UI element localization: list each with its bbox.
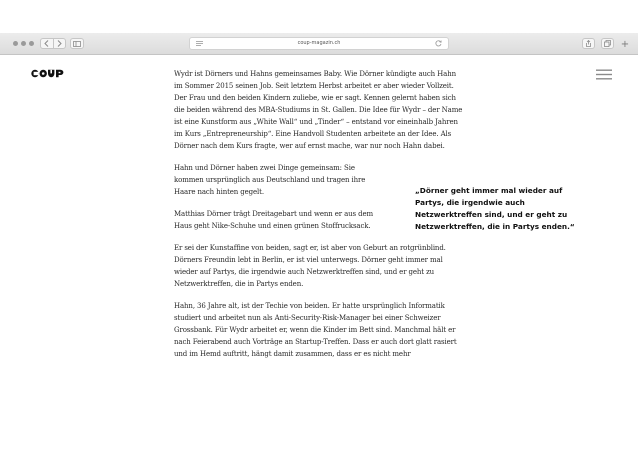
sidebar-button[interactable]	[70, 38, 84, 49]
new-tab-button[interactable]: +	[620, 39, 630, 50]
forward-icon	[57, 40, 62, 47]
sidebar-icon	[73, 41, 81, 47]
navigation-buttons	[40, 38, 66, 49]
hamburger-menu-icon[interactable]	[596, 69, 612, 80]
reload-icon[interactable]	[435, 40, 442, 47]
close-window-button[interactable]	[13, 41, 18, 46]
article-paragraph: Hahn, 36 Jahre alt, ist der Techie von beiden. Er hatte ursprünglich Informatik studiert und arbeitet nun als Anti-Security-Risk-Manager bei einer Schweizer Grossbank. Für Wydr arbeitet er, wenn die Kinder im Bett sind. Manchmal hält er nach Feierabend auch Vorträge an Startup-Treffen. Dass er auch dort glatt rasiert und im Hemd auftritt, hängt damit zusammen, dass er es nicht mehr	[174, 302, 457, 358]
minimize-window-button[interactable]	[21, 41, 26, 46]
article-paragraph: Wydr ist Dörners und Hahns gemeinsames Baby. Wie Dörner kündigte auch Hahn im Sommer 2015 seinen Job. Seit letztem Herbst arbeitet er aber wieder Vollzeit. Der Frau und den beiden Kindern zuliebe, wie er sagt. Kennen gelernt haben sich die beiden während des MBA-Studiums in St. Gallen. Die Idee für Wydr – der Name ist eine Kunstform aus „White Wall“ und „Tinder“ – entstand vor eineinhalb Jahren im Kurs „Entrepreneurship“. Eine Handvoll Studenten arbeitete an der Idee. Als Dörner nach dem Kurs fragte, wer auf ernst mache, war nur noch Hahn dabei.	[174, 70, 463, 150]
coup-logo[interactable]	[31, 68, 64, 79]
browser-toolbar	[0, 33, 638, 55]
forward-button[interactable]	[53, 39, 66, 48]
back-button[interactable]	[41, 39, 53, 48]
article-paragraph: Er sei der Kunstaffine von beiden, sagt er, ist aber von Geburt an rotgrünblind. Dörners Freundin lebt in Berlin, er ist viel unterwegs. Dörner geht immer mal wieder auf Partys, die irgendwie auch Netzwerktreffen sind, und er geht zu Netzwerktreffen, die in Partys enden.	[174, 244, 446, 288]
share-icon	[585, 40, 592, 47]
pull-quote: „Dörner geht immer mal wieder auf Partys, die irgendwie auch Netzwerktreffen sind, und er geht zu Netzwerktreffen, die in Partys enden.“	[415, 186, 575, 231]
article-paragraph: Matthias Dörner trägt Dreitagebart und wenn er aus dem Haus geht Nike-Schuhe und einen grünen Stoffrucksack.	[174, 210, 374, 230]
zoom-window-button[interactable]	[29, 41, 34, 46]
tabs-icon	[604, 40, 611, 47]
share-button[interactable]	[582, 38, 595, 49]
address-bar[interactable]	[189, 37, 449, 50]
url-text: coup-magazin.ch	[297, 40, 341, 46]
browser-window	[0, 33, 638, 431]
article-paragraph: Hahn und Dörner haben zwei Dinge gemeinsam: Sie kommen ursprünglich aus Deutschland und tragen ihre Haare nach hinten gegelt.	[174, 164, 366, 196]
back-icon	[44, 40, 49, 47]
tabs-button[interactable]	[601, 38, 614, 49]
